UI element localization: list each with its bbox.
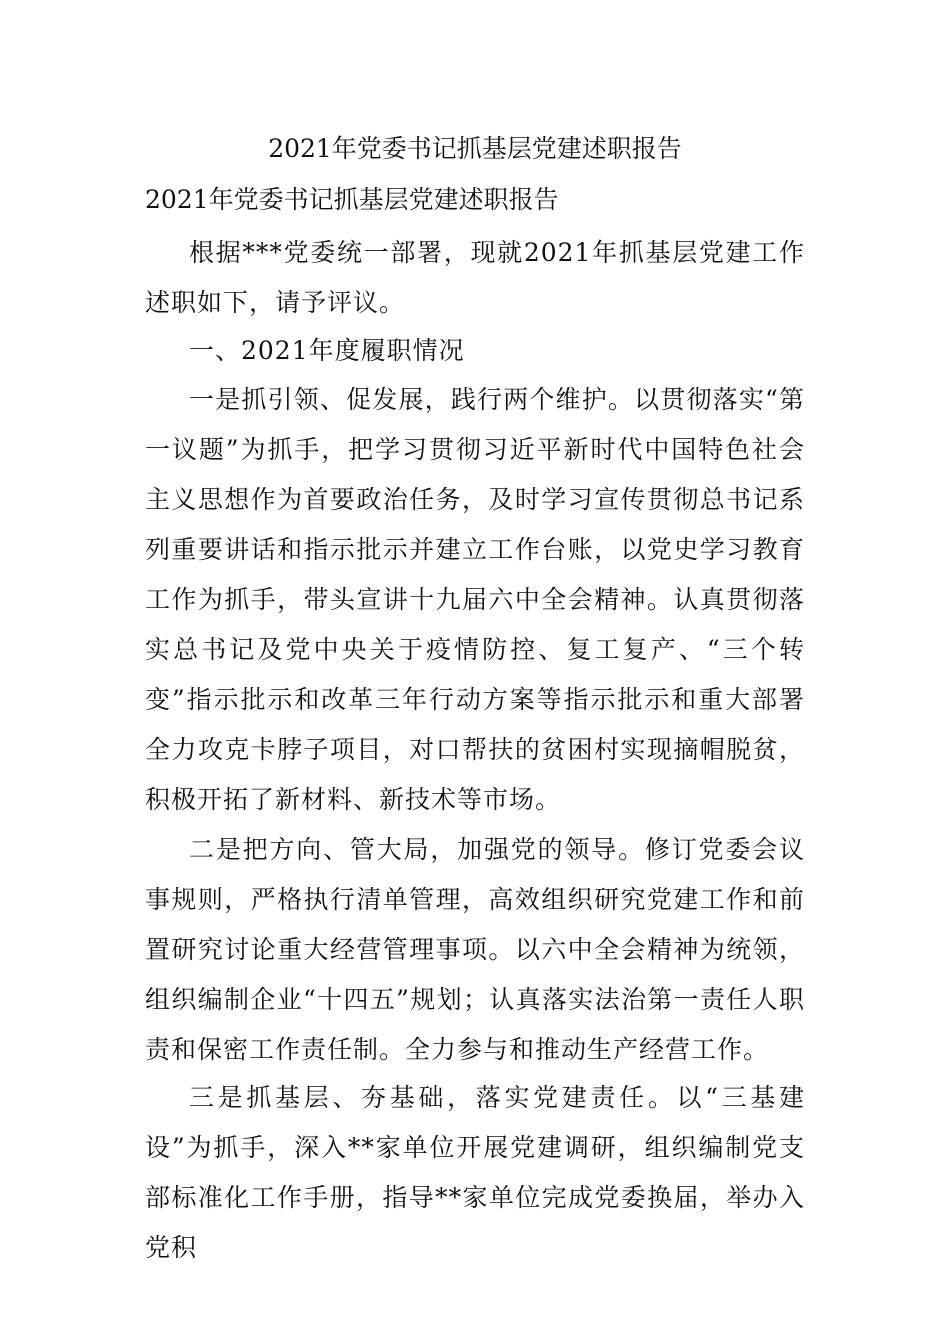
paragraph-one: 一是抓引领、促发展，践行两个维护。以贯彻落实“第一议题”为抓手，把学习贯彻习近平新时代中国特色社会主义思想作为首要政治任务，及时学习宣传贯彻总书记系列重要讲话和指示批示并建立工作台账，以党史学习教育工作为抓手，带头宣讲十九届六中全会精神。认真贯彻落实总书记及党中央关于疫情防控、复工复产、“三个转变”指示批示和改革三年行动方案等指示批示和重大部署全力攻克卡脖子项目，对口帮扶的贫困村实现摘帽脱贫，积极开拓了新材料、新技术等市场。	[145, 385, 805, 814]
paragraph-two: 二是把方向、管大局，加强党的领导。修订党委会议事规则，严格执行清单管理，高效组织研究党建工作和前置研究讨论重大经营管理事项。以六中全会精神为统领，组织编制企业“十四五”规划；认真落实法治第一责任人职责和保密工作责任制。全力参与和推动生产经营工作。	[145, 835, 805, 1064]
document-title: 2021年党委书记抓基层党建述职报告	[268, 134, 682, 163]
intro-paragraph: 根据***党委统一部署，现就2021年抓基层党建工作述职如下，请予评议。	[145, 238, 805, 317]
section-heading: 一、2021年度履职情况	[189, 336, 465, 365]
paragraph-three: 三是抓基层、夯基础，落实党建责任。以“三基建设”为抓手，深入**家单位开展党建调研，组织编制党支部标准化工作手册，指导**家单位完成党委换届，举办入党积	[145, 1083, 805, 1262]
document-subtitle: 2021年党委书记抓基层党建述职报告	[145, 185, 559, 214]
